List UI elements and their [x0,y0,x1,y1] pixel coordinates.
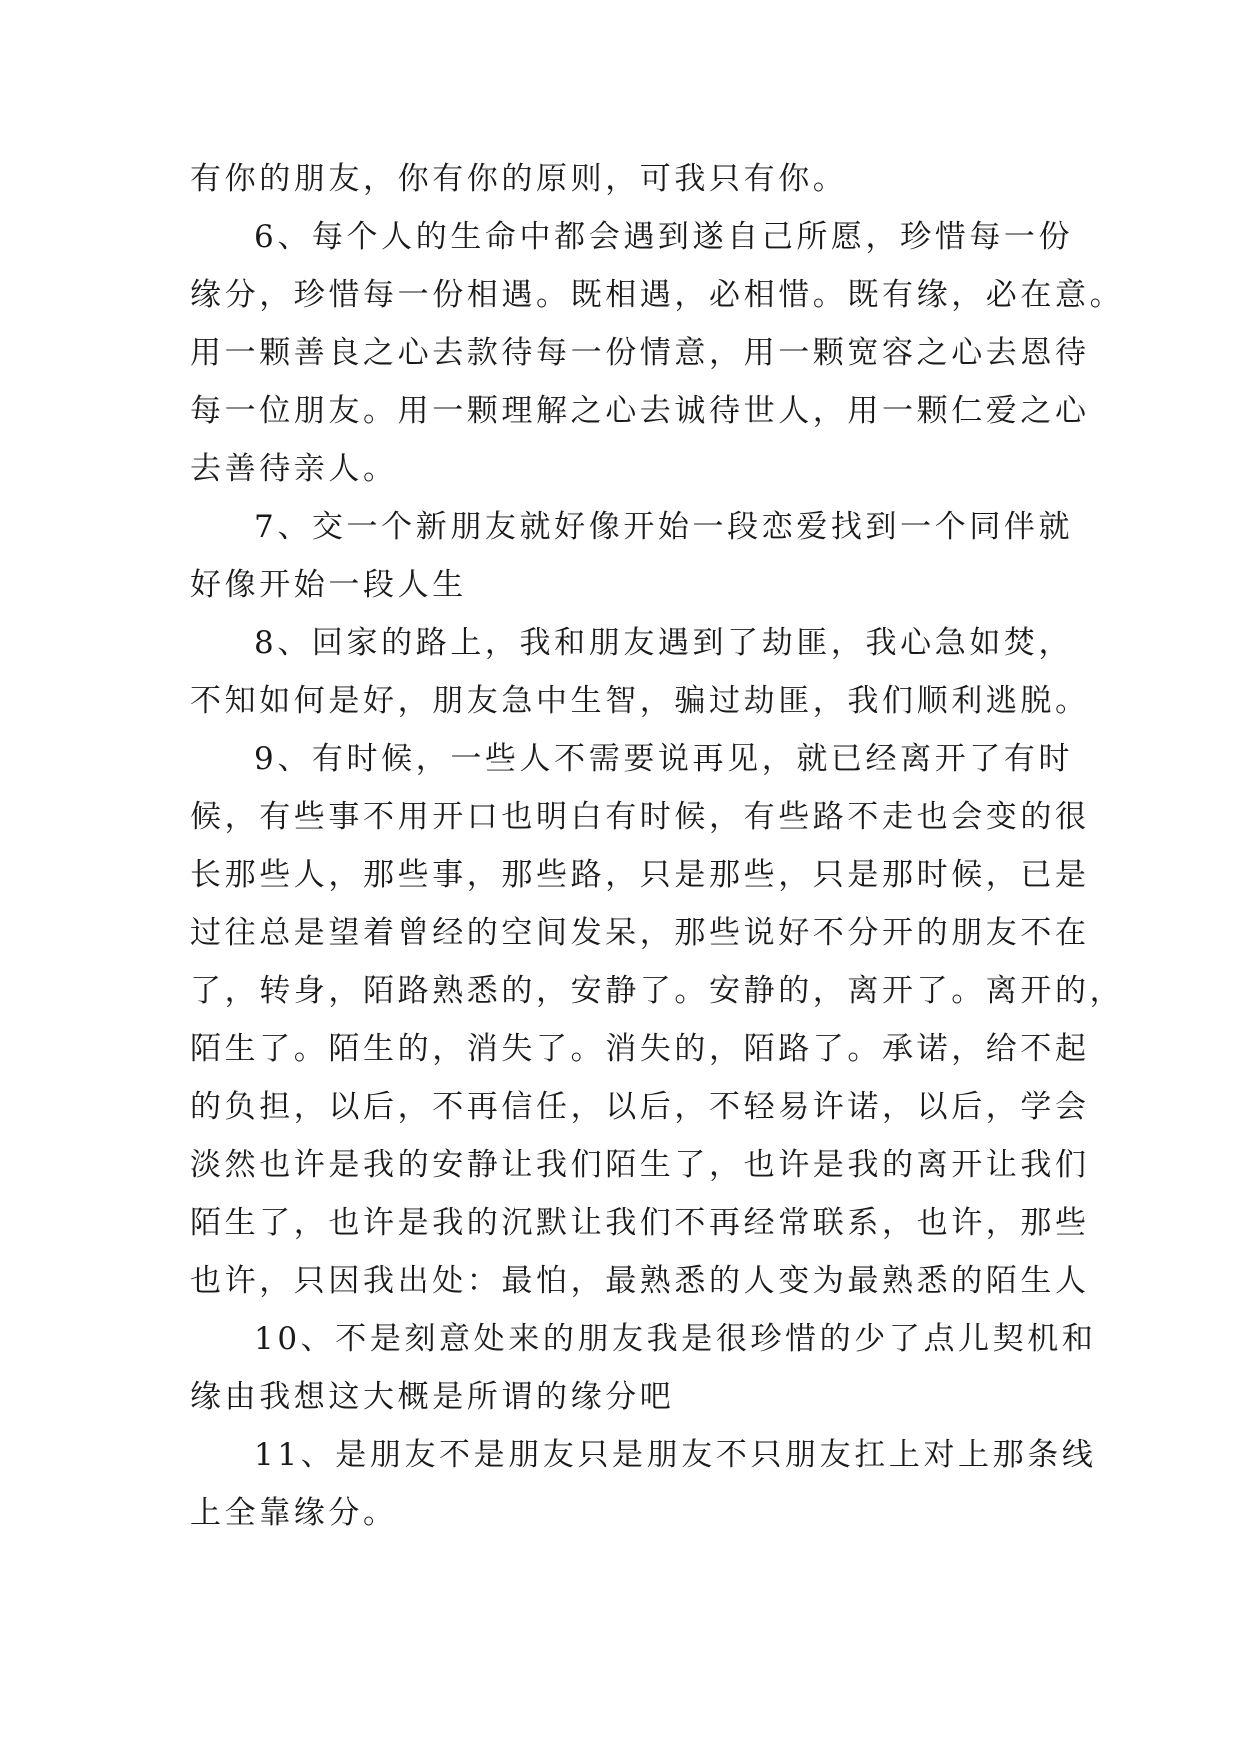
text-line: 用一颗善良之心去款待每一份情意，用一颗宽容之心去恩待 [190,335,1090,371]
text-line: 缘由我想这大概是所谓的缘分吧 [190,1379,675,1415]
text-line: 长那些人，那些事，那些路，只是那些，只是那时候，已是 [190,857,1090,893]
paragraph-start-line: 10、不是刻意处来的朋友我是很珍惜的少了点儿契机和 [254,1321,1097,1357]
text-line: 候，有些事不用开口也明白有时候，有些路不走也会变的很 [190,799,1090,835]
text-line: 好像开始一段人生 [190,567,467,603]
text-line: 的负担，以后，不再信任，以后，不轻易许诺，以后，学会 [190,1089,1090,1125]
paragraph-start-line: 8、回家的路上，我和朋友遇到了劫匪，我心急如焚， [254,625,1074,661]
text-line: 不知如何是好，朋友急中生智，骗过劫匪，我们顺利逃脱。 [190,683,1090,719]
text-line: 每一位朋友。用一颗理解之心去诚待世人，用一颗仁爱之心 [190,393,1090,429]
paragraph-start-line: 6、每个人的生命中都会遇到遂自己所愿，珍惜每一份 [254,219,1074,255]
text-line: 过往总是望着曾经的空间发呆，那些说好不分开的朋友不在 [190,915,1090,951]
text-line: 上全靠缘分。 [190,1495,398,1531]
text-line: 陌生了，也许是我的沉默让我们不再经常联系，也许，那些 [190,1205,1090,1241]
text-line: 了，转身，陌路熟悉的，安静了。安静的，离开了。离开的， [190,973,1125,1009]
paragraph-start-line: 11、是朋友不是朋友只是朋友不只朋友扛上对上那条线 [254,1437,1097,1473]
text-line: 陌生了。陌生的，消失了。消失的，陌路了。承诺，给不起 [190,1031,1090,1067]
text-line: 淡然也许是我的安静让我们陌生了，也许是我的离开让我们 [190,1147,1090,1183]
text-line: 也许，只因我出处：最怕，最熟悉的人变为最熟悉的陌生人 [190,1263,1090,1299]
text-line: 有你的朋友，你有你的原则，可我只有你。 [190,161,848,197]
paragraph-start-line: 9、有时候，一些人不需要说再见，就已经离开了有时 [254,741,1074,777]
paragraph-start-line: 7、交一个新朋友就好像开始一段恋爱找到一个同伴就 [254,509,1074,545]
text-line: 去善待亲人。 [190,451,398,487]
document-body [190,150,1125,1542]
text-line: 缘分，珍惜每一份相遇。既相遇，必相惜。既有缘，必在意。 [190,277,1125,313]
